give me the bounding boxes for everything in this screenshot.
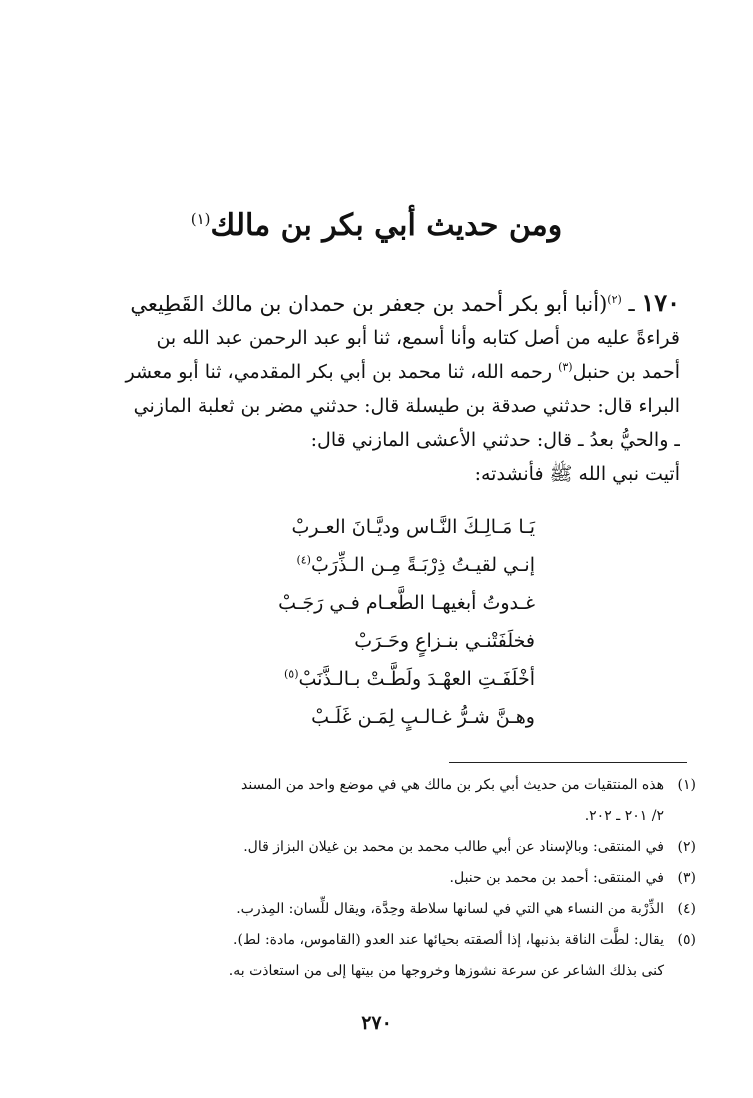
verse-line xyxy=(215,698,535,736)
footnote-text: يقال: لطَّت الناقة بذنبها، إذا ألصقته بحيائها عند العدو (القاموس، مادة: لط). xyxy=(233,932,664,948)
verse-line xyxy=(215,508,535,546)
verse-text: غـدوتُ أبغيهـا الطَّعـام فـي رَجَـبْ xyxy=(278,592,535,614)
footnote-text: هذه المنتقيات من حديث أبي بكر بن مالك هي في موضع واحد من المسند xyxy=(241,777,664,793)
footnote-text: الذِّرْبة من النساء هي التي في لسانها سلاطة وحِدَّة، ويقال للِّسان: المِذرب. xyxy=(236,901,664,917)
verse-line xyxy=(215,546,535,584)
verse-line xyxy=(215,584,535,622)
verse-text: أخْلَفَـتِ العهْـدَ ولَطَّـتْ بـالـذَّنَبْ xyxy=(298,668,535,690)
footnotes xyxy=(56,770,696,987)
hadith-note-ref[interactable]: (٢) xyxy=(607,293,622,306)
footnote-continuation xyxy=(56,801,696,832)
section-heading xyxy=(0,196,753,256)
footnote-continuation xyxy=(56,956,696,987)
verse-text: فخلَفَتْنـي بنـزاعٍ وحَـرَبْ xyxy=(354,630,535,652)
footnote-number: (٣) xyxy=(677,870,696,886)
verse-note-ref[interactable]: (٥) xyxy=(283,667,299,681)
footnote-text: كنى بذلك الشاعر عن سرعة نشوزها وخروجها من بيتها إلى من استعاذت به. xyxy=(228,963,664,979)
footnote-number: (٢) xyxy=(677,839,696,855)
hadith-line-4: البراء قال: حدثني صدقة بن طيسلة قال: حدثني مضر بن ثعلبة المازني xyxy=(133,395,680,417)
hadith-line3-note-ref[interactable]: (٣) xyxy=(558,360,573,374)
verse-text: إنـي لقيـتُ ذِرْبَـةً مِـن الـذِّرَبْ xyxy=(310,554,535,576)
hadith-line-2: قراءةً عليه من أصل كتابه وأنا أسمع، ثنا أبو عبد الرحمن عبد الله بن xyxy=(156,327,680,349)
footnote-text: في المنتقى: أحمد بن محمد بن حنبل. xyxy=(449,870,664,886)
hadith-body xyxy=(66,286,680,491)
hadith-line-3 xyxy=(66,355,680,389)
hadith-number: ١٧٠ xyxy=(641,288,680,317)
footnote-item xyxy=(56,863,696,894)
hadith-dash: ـ xyxy=(628,292,635,316)
footnote-number: (١) xyxy=(677,777,696,793)
footnote-item xyxy=(56,770,696,801)
verse-line xyxy=(215,622,535,660)
heading-title: ومن حديث أبي بكر بن مالك xyxy=(210,208,563,243)
verse-text: يَـا مَـالِـكَ النَّـاس وديَّـانَ العـربْ xyxy=(291,516,535,538)
page-number: ٢٧٠ xyxy=(361,1012,392,1034)
hadith-line-5: ـ والحيُّ بعدُ ـ قال: حدثني الأعشى المازني قال: xyxy=(310,429,680,451)
footnote-item xyxy=(56,894,696,925)
verse-text: وهـنَّ شـرُّ غـالـبٍ لِمَـن غَلَـبْ xyxy=(311,706,535,728)
verse-line xyxy=(215,660,535,698)
poem-verses xyxy=(215,508,535,736)
heading-footnote-ref[interactable]: (١) xyxy=(190,210,211,228)
verse-note-ref[interactable]: (٤) xyxy=(296,553,311,567)
hadith-text-line: رحمه الله، ثنا محمد بن أبي بكر المقدمي، ثنا أبو معشر xyxy=(125,361,553,383)
footnote-divider xyxy=(449,762,687,763)
hadith-text-line: (أنبا أبو بكر أحمد بن جعفر بن حمدان بن مالك القَطِيعي xyxy=(130,292,608,316)
footnote-number: (٥) xyxy=(677,932,696,948)
hadith-line-1 xyxy=(66,286,680,321)
hadith-text-line: أحمد بن حنبل xyxy=(572,361,680,383)
footnote-text: ٢/ ٢٠١ ـ ٢٠٢. xyxy=(584,808,664,824)
footnote-item xyxy=(56,832,696,863)
footnote-item xyxy=(56,925,696,956)
footnote-number: (٤) xyxy=(677,901,696,917)
hadith-line-6: أتيت نبي الله ﷺ فأنشدته: xyxy=(474,463,680,485)
footnote-text: في المنتقى: وبالإسناد عن أبي طالب محمد بن محمد بن غيلان البزاز قال. xyxy=(243,839,664,855)
